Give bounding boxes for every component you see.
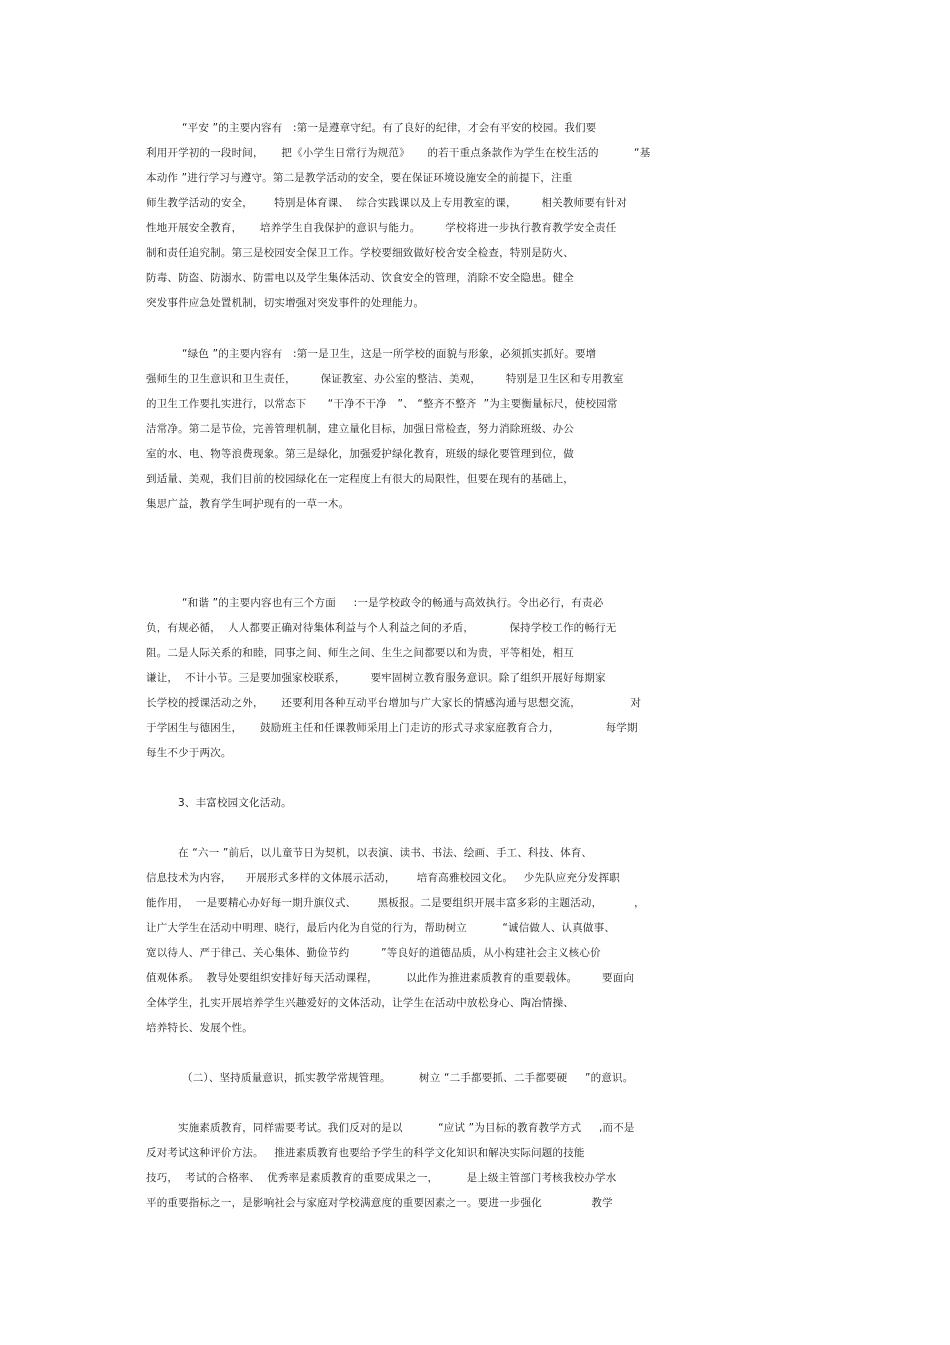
text-line: 本动作 ”进行学习与遵守。第二是教学活动的安全，要在保证环境设施安全的前提下，注重 <box>146 172 573 184</box>
text-line: 长学校的授课活动之外， 还要利用各种互动平台增加与广大家长的情感沟通与思想交流， 对 <box>146 697 642 709</box>
text-line: 反对考试这种评价方法。 推进素质教育也要给予学生的科学文化知识和解决实际问题的技能 <box>146 1147 585 1159</box>
text-line: 让广大学生在活动中明理、晓行，最后内化为自觉的行为，帮助树立 “诚信做人、认真做事、 <box>146 922 616 934</box>
text-line: “平安 ”的主要内容有 :第一是遵章守纪。有了良好的纪律，才会有平安的校园。我们要 <box>182 122 597 134</box>
text-line: 全体学生，扎实开展培养学生兴趣爱好的文体活动，让学生在活动中放松身心、陶冶情操、 <box>146 997 574 1009</box>
text-line: 突发事件应急处置机制，切实增强对突发事件的处理能力。 <box>146 297 425 309</box>
text-line: 室的水、电、物等浪费现象。第三是绿化，加强爱护绿化教育，班级的绿化要管理到位，做 <box>146 448 574 460</box>
text-line: 培养特长、发展个性。 <box>146 1022 253 1034</box>
text-line: 技巧， 考试的合格率、 优秀率是素质教育的重要成果之一， 是上级主管部门考核我校办学水 <box>146 1172 617 1184</box>
text-line: 谦让， 不计小节。三是要加强家校联系， 要牢固树立教育服务意识。除了组织开展好每期家 <box>146 672 606 684</box>
text-line: 能作用， 一是要精心办好每一期升旗仪式、 黑板报。二是要组织开展丰富多彩的主题活动， ， <box>146 897 645 909</box>
text-line: 平的重要指标之一，是影响社会与家庭对学校满意度的重要因素之一。要进一步强化 教学 <box>146 1197 613 1209</box>
text-line: 洁常净。第二是节俭，完善管理机制，建立量化目标，加强日常检查，努力消除班级、办公 <box>146 423 574 435</box>
text-line: 师生教学活动的安全， 特别是体育课、 综合实践课以及上专用教室的课， 相关教师要有针对 <box>146 197 628 209</box>
text-line: 制和责任追究制。第三是校园安全保卫工作。学校要细致做好校舍安全检查，特别是防火、 <box>146 247 574 259</box>
text-line: 性地开展安全教育， 培养学生自我保护的意识与能力。 学校将进一步执行教育教学安全责任 <box>146 222 617 234</box>
text-line: 的卫生工作要扎实进行，以常态下 “干净不干净 ”、 “整齐不整齐 ”为主要衡量标尺，使校园常 <box>146 398 618 410</box>
text-line: 值观体系。 教导处要组织安排好每天活动课程， 以此作为推进素质教育的重要载体。 要面向 <box>146 972 635 984</box>
text-line: 每生不少于两次。 <box>146 747 232 759</box>
text-line: 到适量、美观，我们目前的校园绿化在一定程度上有很大的局限性，但要在现有的基础上， <box>146 473 574 485</box>
text-line: 阻。二是人际关系的和睦，同事之间、师生之间、生生之间都要以和为贵，平等相处，相互 <box>146 647 574 659</box>
text-line: 利用开学初的一段时间， 把《小学生日常行为规范》 的若干重点条款作为学生在校生活的 “基 <box>146 147 651 159</box>
text-line: 在 “六一 ”前后，以儿童节日为契机，以表演、读书、书法、绘画、手工、科技、体育、 <box>178 847 593 859</box>
text-line: “绿色 ”的主要内容有 :第一是卫生，这是一所学校的面貌与形象，必须抓实抓好。要增 <box>182 348 597 360</box>
text-line: 强师生的卫生意识和卫生责任， 保证教室、办公室的整洁、美观， 特别是卫生区和专用教室 <box>146 373 624 385</box>
text-line: 负，有规必循， 人人都要正确对待集体利益与个人利益之间的矛盾， 保持学校工作的畅行无 <box>146 622 617 634</box>
text-line: 实施素质教育，同样需要考试。我们反对的是以 “应试 ”为目标的教育教学方式 ,而不是 <box>178 1122 635 1134</box>
text-line: 于学困生与德困生， 鼓励班主任和任课教师采用上门走访的形式寻求家庭教育合力， 每学期 <box>146 722 638 734</box>
text-line: 宽以待人、严于律己、关心集体、勤俭节约 ”等良好的道德品质，从小构建社会主义核心价 <box>146 947 601 959</box>
text-line: 防毒、防盗、防溺水、防雷电以及学生集体活动、饮食安全的管理，消除不安全隐患。健全 <box>146 272 574 284</box>
text-line: 信息技术为内容， 开展形式多样的文体展示活动， 培育高雅校园文化。 少先队应充分发挥职 <box>146 872 620 884</box>
text-line: （二）、坚持质量意识，抓实教学常规管理。 树立 “二手都要抓、二手都要硬 ”的意识。 <box>182 1072 634 1084</box>
text-line: 3、丰富校园文化活动。 <box>178 797 292 809</box>
text-line: “和谐 ”的主要内容也有三个方面 :一是学校政令的畅通与高效执行。令出必行，有责必 <box>182 597 604 609</box>
text-line: 集思广益，教育学生呵护现有的一草一木。 <box>146 498 350 510</box>
